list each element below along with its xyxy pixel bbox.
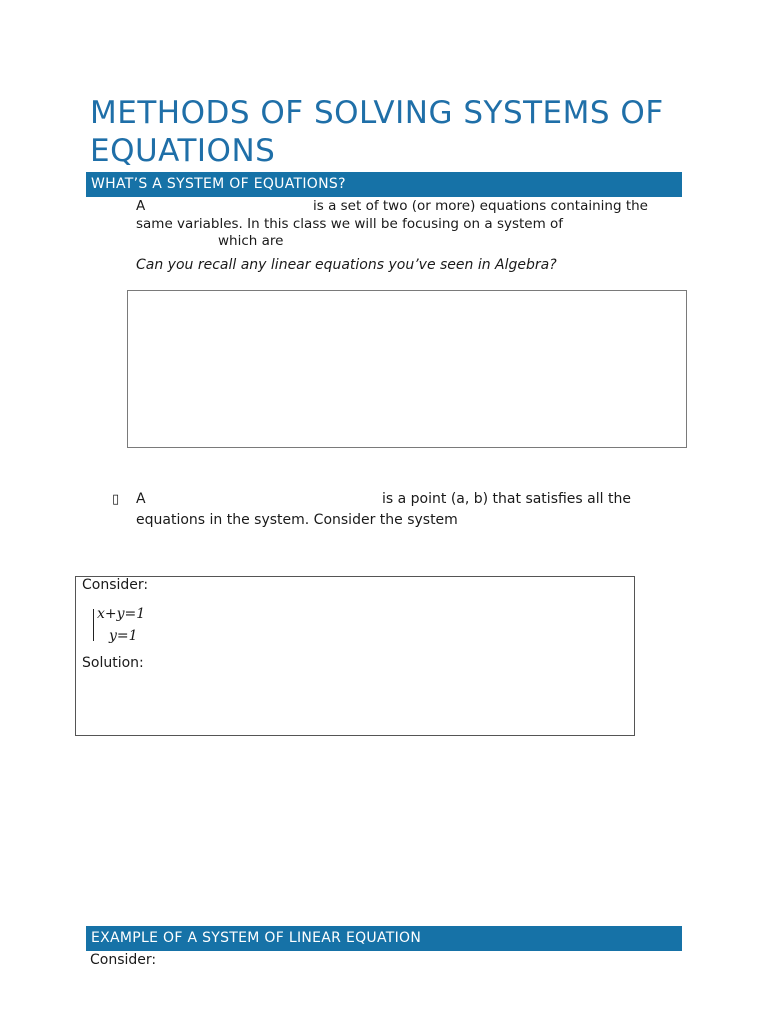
recall-prompt: Can you recall any linear equations you’ve seen in Algebra? bbox=[136, 257, 557, 273]
solution-definition-start: A bbox=[136, 491, 146, 507]
page-title: METHODS OF SOLVING SYSTEMS OF EQUATIONS bbox=[90, 95, 664, 169]
definition-line2: same variables. In this class we will be focusing on a system of bbox=[136, 216, 564, 232]
section-heading-example: EXAMPLE OF A SYSTEM OF LINEAR EQUATION bbox=[86, 926, 682, 951]
consider-box bbox=[75, 576, 635, 736]
solution-definition-end: is a point (a, b) that satisfies all the bbox=[382, 491, 631, 507]
solution-definition-line2: equations in the system. Consider the system bbox=[136, 512, 458, 528]
definition-line3: which are bbox=[218, 233, 284, 249]
section-heading-system-of-equations: WHAT’S A SYSTEM OF EQUATIONS? bbox=[86, 172, 682, 197]
equation-2: y=1 bbox=[109, 628, 138, 644]
definition-line1-start: A bbox=[136, 198, 146, 214]
definition-line1-end: is a set of two (or more) equations containing the bbox=[313, 198, 648, 214]
example-consider-label: Consider: bbox=[90, 952, 157, 968]
solution-label: Solution: bbox=[82, 655, 144, 671]
box-bullet-icon: ▯ bbox=[112, 492, 120, 507]
answer-box[interactable] bbox=[127, 290, 687, 448]
equation-1: x+y=1 bbox=[97, 606, 146, 622]
consider-label: Consider: bbox=[82, 577, 149, 593]
system-brace bbox=[93, 609, 96, 641]
